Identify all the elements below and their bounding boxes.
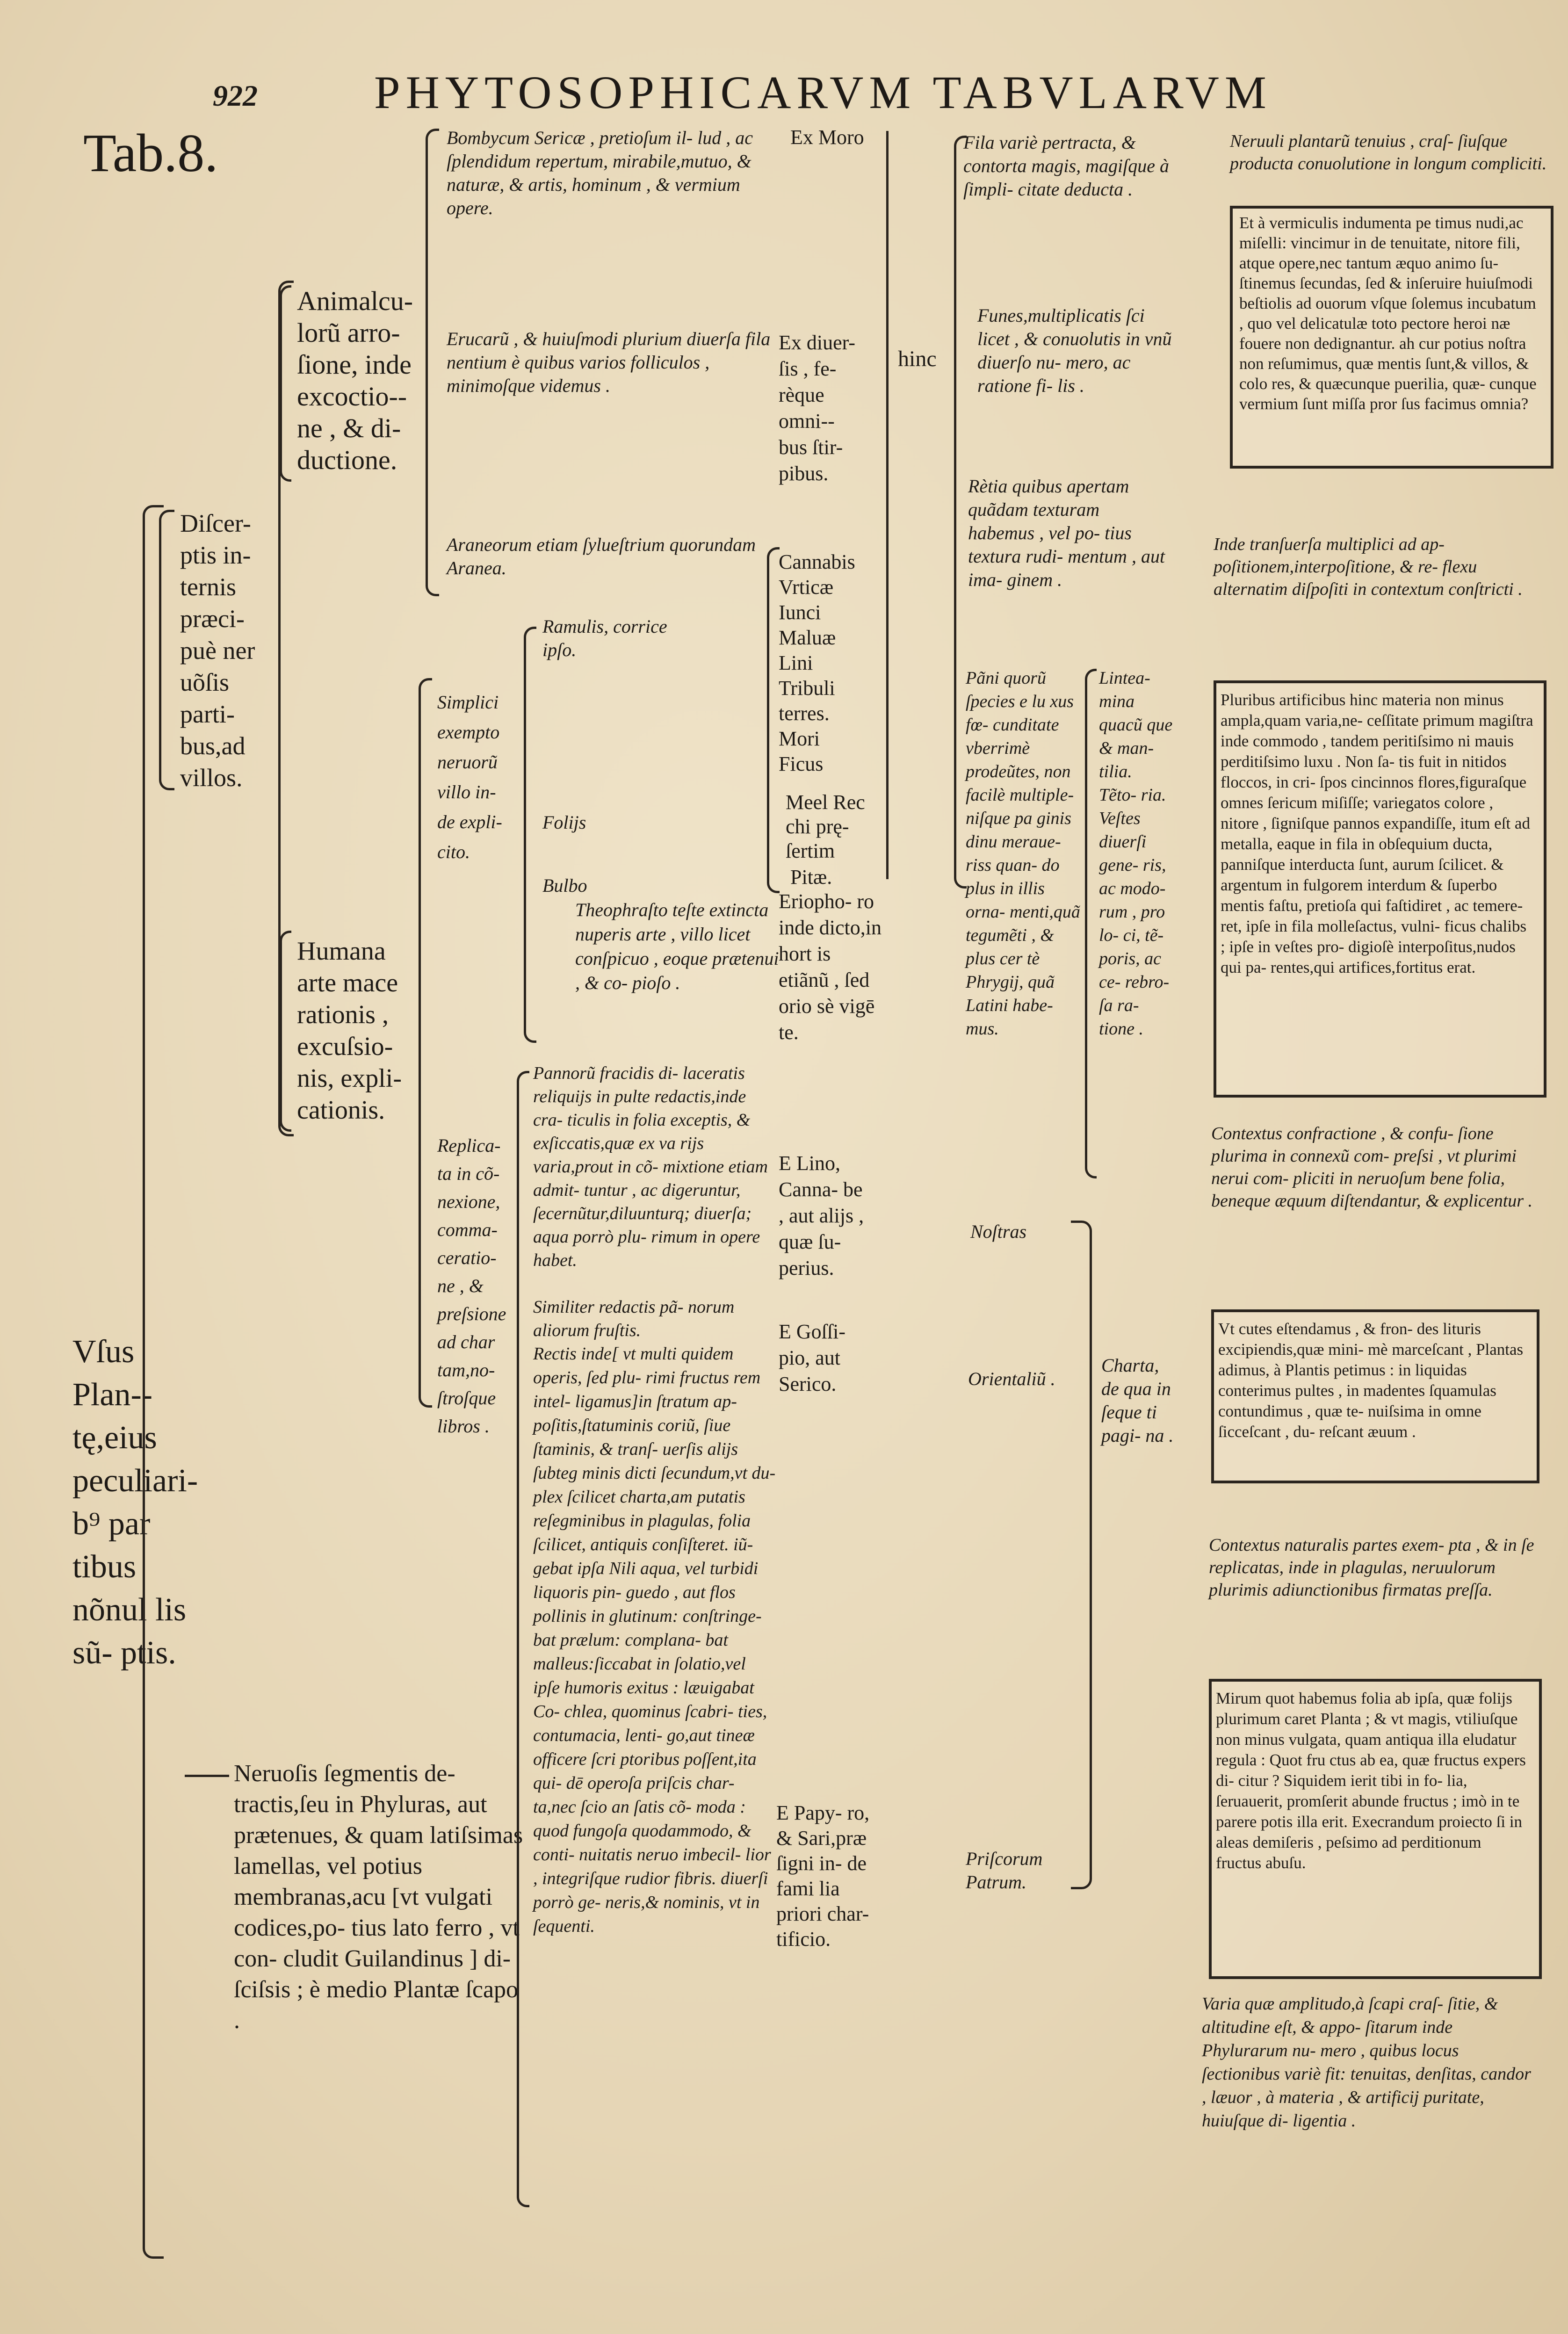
plant-item: Cannabis: [779, 550, 855, 573]
papyro-text: E Papy- ro, & Sari,præ ſigni in- de fami lia priori char- tificio.: [776, 1801, 870, 1951]
nervuli-text: Neruuli plantarũ tenuius , craſ- ſiuſque producta conuolutione in longum compliciti.: [1230, 131, 1547, 173]
artificial-brace: [419, 678, 432, 1408]
note-2-text: Pluribus artificibus hinc materia non minus ampla,quam varia,ne- ceſſitate primum magiſtra inde commodo , tandem peritiſsimo ni mauis perditiſsimo luxu . Non ſa- tis fuit in nitidos floccos, in cri- ſpos cincinnos flores,figuraſque omnes ſericum miſiſſe; variegatos colore , nitore , ſigniſque pannos expandiſſe, itum eſt ad metalla, eaque in fila in obſequium ducta, panniſque interducta ſunt, aurum ſcilicet. & argentum in fulgorem interdum & ſuperbo mentis faſtu, pretioſa qui faſtidiret , ac temere- ret, ipſe in fila molleſactus, vulni- ficus chalibs ; ipſe in veſtes pro- digioſè interpoſitus,nudos qui pa- rentes,qui artifices,fortitus erat.: [1221, 691, 1533, 976]
page-number: 922: [213, 79, 258, 112]
meel-text: Meel Rec chi prę- ſertim: [786, 791, 865, 862]
hinc-brace: [954, 136, 967, 889]
animalcula-brace: [280, 285, 291, 482]
theophrasto-text: Theophraſto teſte extincta nuperis arte , villo licet conſpicuo , eoque prætenui , & co- pioſo .: [575, 899, 779, 993]
plant-item: Mori: [779, 727, 820, 750]
araneorum-text: Araneorum etiam ſylueſtrium quorundam Aranea.: [447, 534, 756, 578]
table-label: Tab.8.: [83, 123, 218, 183]
eriophoro-text: Eriopho- ro inde dicto,in hort is etiãnũ , ſed orio sè vigē te.: [779, 890, 882, 1044]
gossipio-text: E Goſſi- pio, aut Serico.: [779, 1320, 845, 1395]
pannorum-text: Pannorũ fracidis di- laceratis reliquijs in pulte redactis,inde cra- ticulis in folia exceptis, & exſiccatis,quæ ex va rijs varia,prout in cõ- mixtione etiam admit- tuntur , ac digeruntur, ſecernũtur,diluunturq; diuerſa; aqua porrò plu- rimum in opere habet.: [533, 1063, 768, 1270]
plants-brace: [767, 547, 780, 893]
pani-text: Pãni quorũ ſpecies e lu xus fœ- cunditate vberrimè prodeũtes, non facilè multiple- niſque pa ginis dinu meraue- riss quan- do plus in illis orna- menti,quã tegumẽti , & plus cer tè Phrygij, quã Latini habe- mus.: [966, 668, 1080, 1039]
charta-text: Charta, de qua in ſeque ti pagi- na .: [1101, 1355, 1174, 1446]
contextus-naturalis-text: Contextus naturalis partes exem- pta , & in ſe replicatas, inde in plagulas, neruulorum plurimis adiunctionibus firmatas preſſa.: [1209, 1535, 1534, 1600]
funes-text: Funes,multiplicatis ſci licet , & conuolutis in vnũ diuerſo nu- mero, ac ratione fi- lis .: [977, 305, 1172, 396]
charta-brace: [1071, 1221, 1092, 1889]
discerptis-brace: [159, 510, 174, 790]
plants-list: [779, 549, 886, 777]
ex-diversis-text: Ex diuer- ſis , fe- rèque omni-- bus ſtir- pibus.: [779, 331, 856, 485]
note-3-text: Vt cutes eſtendamus , & fron- des lituris excipiendis,quæ mini- mè marceſcant , Plantas adimus, à Plantis petimus : in liquidas conterimus pultes , in madentes ſquamulas contundimus , quæ te- nuiſsima in omne ſicceſcant , du- reſcant æuum .: [1218, 1320, 1524, 1441]
rectis-text: Rectis inde[ vt multi quidem operis, ſed plu- rimi fructus rem intel- ligamus]in ſtratum ap- poſitis,ſtatuminis coriũ, ſiue ſtaminis, & tranſ- uerſis alijs ſubteg minis dicti ſecundum,vt du- plex ſcilicet charta,am putatis reſegminibus in plagulas, folia ſcilicet, antiquis conſiſteret. iũ- gebat ipſa Nili aqua, vel turbidi liquoris pin- guedo , aut flos pollinis in glutinum: conſtringe- bat prælum: complana- bat malleus:ſiccabat in ſolatio,vel ipſe humoris exitus : læuigabat Co- chlea, quominus ſcabri- ties, contumacia, lenti- go,aut tineæ officere ſcri ptoribus poſſent,ita qui- dē operoſa priſcis char- ta,nec ſcio an ſatis cõ- moda : quod fungoſa quodammodo, & conti- nuitatis neruo imbecil- lior , integriſque rudior fibris. diuerſi porrò ge- neris,& nominis, vt in ſequenti.: [533, 1344, 776, 1936]
humana-text: Humana arte mace rationis , excuſsio- nis, expli- cationis.: [297, 937, 402, 1125]
plant-item: Maluæ: [779, 626, 836, 649]
inde-transversa-text: Inde tranſuerſa multiplici ad ap- poſitionem,interpoſitione, & re- flexu alternatim diſpoſiti in contextum conſtricti .: [1214, 535, 1523, 599]
animalculorum-text: Animalcu- lorũ arro- ſione, inde excoctio-- ne , & di- ductione.: [297, 286, 413, 475]
replicata-text: Replica- ta in cõ- nexione, comma- ceratio- ne , & preſsione ad char tam,no- ſtroſque libros .: [437, 1135, 506, 1437]
sources-right-line: [886, 131, 889, 879]
lintea-text: Lintea- mina quacũ que & man- tilia. Tẽto- ria. Veſtes diuerſi gene- ris, ac modo- rum , pro lo- ci, tẽ- poris, ac ce- rebro- ſa ra- tione .: [1099, 668, 1173, 1039]
bulbo-text: Bulbo: [542, 875, 587, 896]
ramulis-text: Ramulis, corrice ipſo.: [542, 616, 667, 660]
orientalium-text: Orientaliũ .: [968, 1368, 1055, 1389]
simplici-text: Simplici exempto neruorũ villo in- de expli- cito.: [437, 692, 502, 862]
varia-text: Varia quæ amplitudo,à ſcapi craſ- ſitie, & altitudine eſt, & appo- ſitarum inde Phylurarum nu- mero , quibus locus ſectionibus variè fit: tenuitas, denſitas, candor , læuor , à materia , & artificij puritate, huiuſque di- ligentia .: [1202, 1994, 1531, 2131]
plant-item: Lini: [779, 651, 813, 674]
lino-text: E Lino, Canna- be , aut alijs , quæ ſu- perius.: [779, 1152, 864, 1279]
erucarum-text: Erucarũ , & huiuſmodi plurium diuerſa fila nentium è quibus varios folliculos , minimoſque videmus .: [447, 328, 771, 396]
nostras-text: Noſtras: [970, 1221, 1027, 1242]
foliis-text: Folijs: [542, 812, 586, 833]
nervosis-text: Neruoſis ſegmentis de- tractis,ſeu in Phyluras, aut prætenues, & quam latiſsimas lamellas, vel potius membranas,acu [vt vulgati codices,po- tius lato ferro , vt con- cludit Guilandinus ] di- ſciſsis ; è medio Plantæ ſcapo .: [234, 1760, 523, 2034]
running-title: PHYTOSOPHICARVM TABVLARVM: [374, 66, 1272, 118]
nervosis-connector: [185, 1775, 229, 1777]
replicata-brace: [517, 1071, 529, 2207]
ex-moro-text: Ex Moro: [790, 126, 864, 149]
simplici-brace: [524, 627, 536, 1043]
discerptis-text: Diſcer- ptis in- ternis præci- puè ner uõſis parti- bus,ad villos.: [180, 509, 255, 792]
bombycum-text: Bombycum Sericæ , pretioſum il- lud , ac ſplendidum repertum, mirabile,mutuo, & naturæ, & artis, hominum , & vermium opere.: [447, 127, 753, 218]
retia-text: Rètia quibus apertam quãdam texturam habemus , vel po- tius textura rudi- mentum , aut ima- ginem .: [968, 476, 1165, 590]
plant-item: Ficus: [779, 752, 824, 775]
note-4-text: Mirum quot habemus folia ab ipſa, quæ folijs plurimum caret Planta ; & vt magis, vtiliuſque non minus vulgata, quam antiqua illa eludatur regula : Quot fru ctus ab ea, quæ fructus expers di- citur ? Siquidem ierit tibi in fo- lia, ſeruauerit, promſerit abunde fructus ; imò in te parere potis illa erit. Execrandum proiecto ſi in aleas demiſeris , peſsimo ad perditionum fructus abuſu.: [1216, 1689, 1526, 1872]
animal-sources-brace: [426, 129, 439, 596]
contextus-confractione-text: Contextus confractione , & confu- ſione plurima in connexũ com- preſsi , vt plurimi nerui com- pliciti in neruoſum bene folia, beneque æquum diſtendantur, & explicentur .: [1211, 1124, 1533, 1211]
fila-text: Fila variè pertracta, & contorta magis, magiſque à ſimpli- citate deducta .: [963, 132, 1169, 200]
hinc-label: hinc: [898, 347, 937, 371]
plant-item: Vrticæ: [779, 576, 834, 599]
pitae-text: Pitæ.: [790, 866, 832, 889]
main-heading: Vſus Plan-- tę,eius peculiari- b⁹ par tibus nõnul lis sũ- ptis.: [72, 1334, 198, 1671]
humana-brace: [280, 931, 291, 1132]
priscorum-text: Priſcorum Patrum.: [966, 1848, 1043, 1893]
plant-item: Tribuli terres.: [779, 677, 835, 725]
lintea-brace: [1085, 669, 1097, 1178]
similiter-text: Similiter redactis pã- norum aliorum fruſtis.: [533, 1297, 735, 1340]
plant-item: Iunci: [779, 601, 821, 624]
note-1-text: Et à vermiculis indumenta pe timus nudi,ac miſelli: vincimur in de tenuitate, nitore fili, atque opere,nec tantum æquo animo ſu- ſtinemus ſecundas, ſed & inſeruire huiuſmodi beſtiolis ad ouorum vſque ſolemus incubatum , quo vel delicatulæ toto pectore heroi næ fouere non dedignantur. ah cur potius noſtra non reſumimus, quæ mentis ſunt,& villos, & colo res, & quæcunque puerilia, quæ- cunque vermium ſunt miſſa pror ſus facimus omnia?: [1239, 214, 1537, 413]
